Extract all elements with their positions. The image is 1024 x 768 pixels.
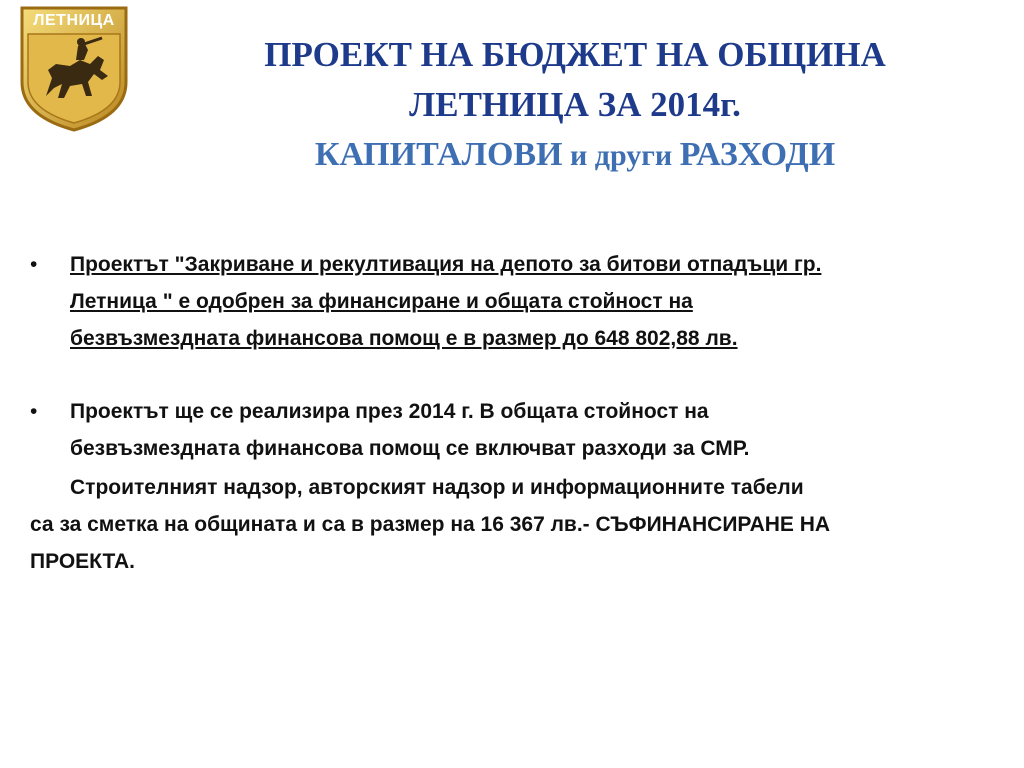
page-title (170, 30, 980, 130)
municipality-crest (18, 4, 130, 134)
bullet-icon: • (30, 400, 38, 423)
bullet-item-1 (30, 246, 1000, 357)
title-line-1: ПРОЕКТ НА БЮДЖЕТ НА ОБЩИНА (264, 35, 886, 74)
bullet-1-line-3: безвъзмездната финансова помощ е в размер до 648 802,88 лв. (70, 327, 738, 350)
bullet-2-line-2: безвъзмездната финансова помощ се включват разходи за СМР. (70, 437, 750, 460)
crest-label: ЛЕТНИЦА (33, 12, 115, 29)
subtitle-part-2: и други (562, 139, 680, 172)
bullet-icon: • (30, 253, 38, 276)
page-subtitle (170, 136, 980, 174)
content-body (30, 246, 1000, 580)
subtitle-part-1: КАПИТАЛОВИ (314, 136, 563, 173)
subtitle-part-3: РАЗХОДИ (679, 136, 836, 173)
bullet-2-line-1: Проектът ще се реализира през 2014 г. В общата стойност на (70, 400, 709, 423)
bullet-1-line-2: Летница " е одобрен за финансиране и общата стойност на (70, 290, 693, 313)
bullet-1-line-1: Проектът "Закриване и рекултивация на депото за битови отпадъци гр. (70, 253, 822, 276)
paragraph-line-1: Строителният надзор, авторският надзор и информационните табели (70, 476, 804, 499)
title-line-2: ЛЕТНИЦА ЗА 2014г. (409, 85, 741, 124)
paragraph-line-3: ПРОЕКТА. (30, 550, 136, 573)
bullet-item-2 (30, 393, 1000, 467)
paragraph-line-2: са за сметка на общината и са в размер на 16 367 лв.- СЪФИНАНСИРАНЕ НА (30, 513, 831, 536)
